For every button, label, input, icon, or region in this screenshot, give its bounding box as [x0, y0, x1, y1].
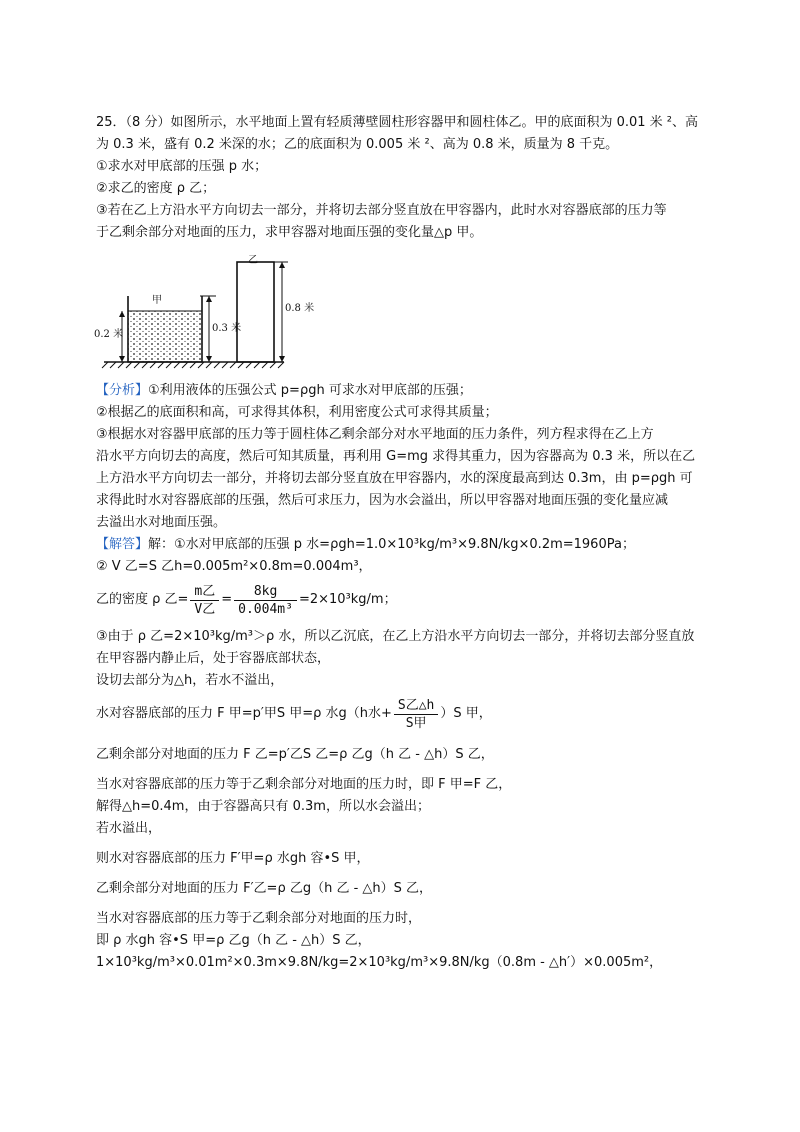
analysis-line-7: 去溢出水对地面压强。 [96, 515, 227, 530]
figure-drawing [96, 252, 316, 374]
solution-line-5: 设切去部分为△h，若水不溢出， [96, 673, 284, 688]
solution-line-8: 若水溢出， [96, 821, 162, 836]
label-0-2: 0.2 米 [94, 329, 124, 340]
fraction-m-over-v: $\frac{\text{m乙}}{\text{V乙}}$ [190, 583, 219, 618]
solution-line-2: ② V 乙=S 乙h=0.005m²×0.8m=0.004m³， [96, 559, 372, 574]
label-jia: 甲 [152, 295, 162, 306]
analysis-line-5: 上方沿水平方向切去一部分，并将切去部分竖直放在甲容器内，水的深度最高到达 0.3m，由 p=ρgh 可 [96, 471, 693, 486]
solution-line-7: 解得△h=0.4m，由于容器高只有 0.3m，所以水会溢出； [96, 799, 430, 814]
remaining-force-equation: 乙剩余部分对地面的压力 F 乙=p′乙S 乙=ρ 乙g（h 乙 - △h）S 乙， [96, 747, 494, 762]
analysis-line-3: ③根据水对容器甲底部的压力等于圆柱体乙剩余部分对水平地面的压力条件，列方程求得在乙上方 [96, 427, 654, 442]
question-3-line-2: 于乙剩余部分对地面的压力，求甲容器对地面压强的变化量△p 甲。 [96, 225, 483, 240]
fraction-values: $\frac{8kg}{\text{0.004m³}}$ [234, 583, 297, 618]
solution-line-4: 在甲容器内静止后，处于容器底部状态， [96, 651, 331, 666]
label-0-8: 0.8 米 [285, 303, 315, 314]
question-2: ②求乙的密度 ρ 乙； [96, 181, 216, 196]
problem-line-2: 为 0.3 米，盛有 0.2 米深的水；乙的底面积为 0.005 米 ²、高为 0.8 米，质量为 8 千克。 [96, 137, 619, 152]
document-page [96, 112, 736, 974]
water-force-equation: 水对容器底部的压力 F 甲=p′甲S 甲=ρ 水g（h水+ $\frac{\text{S乙△h}}{\text{S甲}}$ ）S 甲， [96, 697, 492, 731]
water-body [128, 311, 202, 362]
solution-line-10: 乙剩余部分对地面的压力 F′乙=ρ 乙g（h 乙 - △h）S 乙， [96, 881, 433, 896]
solution-tag: 【解答】 [96, 537, 149, 552]
solution-line-3: ③由于 ρ 乙=2×10³kg/m³＞ρ 水，所以乙沉底，在乙上方沿水平方向切去一部分，并将切去部分竖直放 [96, 629, 695, 644]
density-equation: 乙的密度 ρ 乙= $\frac{\text{m乙}}{\text{V乙}}$ = $\frac{8kg}{\text{0.004m³}}$ =2×10³kg/m； [96, 583, 397, 617]
analysis-line-1: 【分析】①利用液体的压强公式 p=ρgh 可求水对甲底部的压强； [96, 383, 472, 398]
analysis-line-4: 沿水平方向切去的高度，然后可知其质量，再利用 G=mg 求得其重力，因为容器高为 0.3 米，所以在乙 [96, 449, 696, 464]
solution-line-9: 则水对容器底部的压力 F′甲=ρ 水gh 容•S 甲， [96, 851, 370, 866]
problem-figure [96, 252, 316, 374]
analysis-line-6: 求得此时水对容器底部的压强，然后可求压力，因为水会溢出，所以甲容器对地面压强的变化量应减 [96, 493, 669, 508]
solution-line-6: 当水对容器底部的压力等于乙剩余部分对地面的压力时，即 F 甲=F 乙， [96, 777, 512, 792]
label-0-3: 0.3 米 [212, 323, 242, 334]
question-1: ①求水对甲底部的压强 p 水； [96, 159, 268, 174]
problem-line-1: 25．（8 分）如图所示，水平地面上置有轻质薄壁圆柱形容器甲和圆柱体乙。甲的底面积为 0.01 米 ²、高 [96, 115, 698, 130]
question-3-line-1: ③若在乙上方沿水平方向切去一部分，并将切去部分竖直放在甲容器内，此时水对容器底部的压力等 [96, 203, 667, 218]
label-yi: 乙 [248, 255, 258, 266]
solution-line-1: 【解答】解：①水对甲底部的压强 p 水=ρgh=1.0×10³kg/m³×9.8N/kg×0.2m=1960Pa； [96, 537, 635, 552]
solution-line-13: 1×10³kg/m³×0.01m²×0.3m×9.8N/kg=2×10³kg/m³×9.8N/kg（0.8m - △h′）×0.005m²， [96, 955, 663, 970]
analysis-line-2: ②根据乙的底面积和高，可求得其体积，利用密度公式可求得其质量； [96, 405, 498, 420]
analysis-tag: 【分析】 [96, 383, 149, 398]
fraction-area-ratio: $\frac{\text{S乙△h}}{\text{S甲}}$ [394, 697, 438, 732]
solution-line-12: 即 ρ 水gh 容•S 甲=ρ 乙g（h 乙 - △h）S 乙， [96, 933, 371, 948]
solution-line-11: 当水对容器底部的压力等于乙剩余部分对地面的压力时， [96, 911, 422, 926]
cylinder-yi [237, 262, 274, 362]
